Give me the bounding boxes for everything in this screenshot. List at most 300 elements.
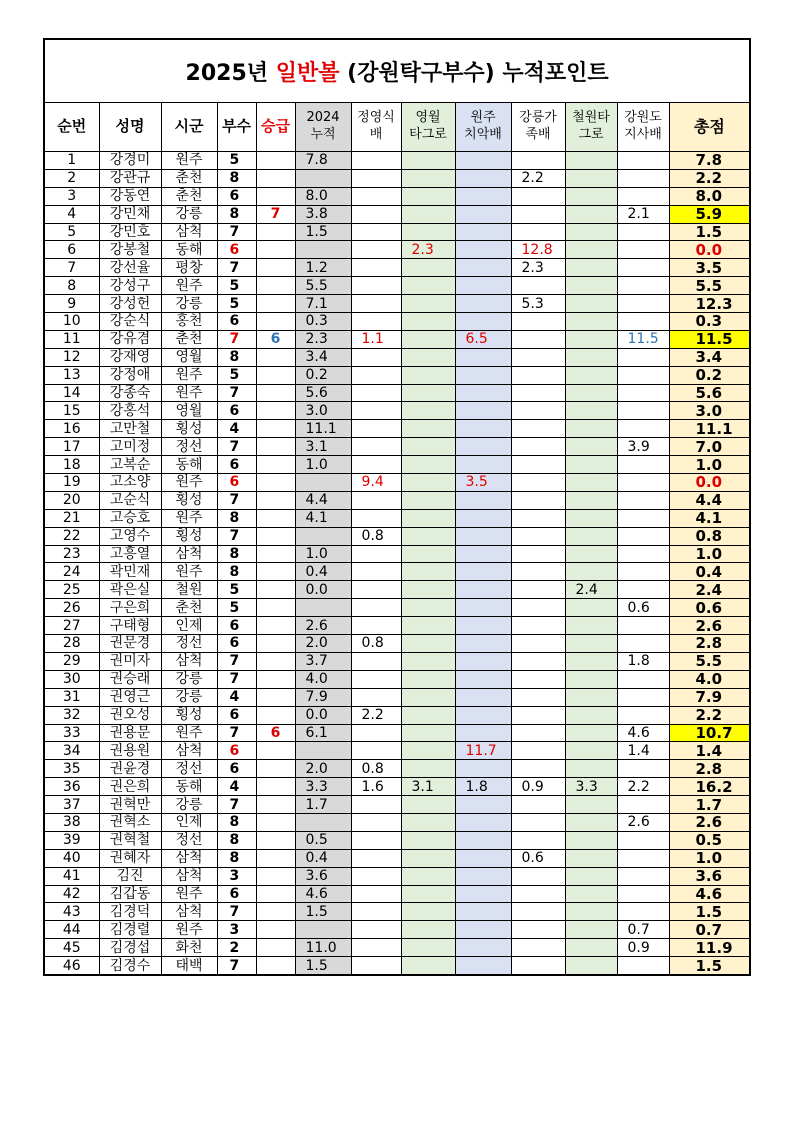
cell-wonju-chiak-cup — [455, 849, 511, 867]
cell-no: 24 — [44, 563, 99, 581]
cell-total: 7.9 — [669, 688, 750, 706]
cell-division: 5 — [217, 599, 256, 617]
points-table — [43, 38, 751, 976]
cell-name: 김진 — [99, 867, 161, 885]
cell-total: 4.1 — [669, 509, 750, 527]
cell-cheorwon-tagro — [565, 688, 617, 706]
cell-promotion — [256, 670, 295, 688]
cell-promotion — [256, 277, 295, 295]
cell-gangneung-family-cup: 12.8 — [511, 241, 565, 259]
cell-division: 8 — [217, 509, 256, 527]
cell-governor-cup — [617, 903, 669, 921]
header-name: 성명 — [99, 103, 161, 152]
cell-jeongyoungsik-cup — [351, 849, 401, 867]
cell-total: 10.7 — [669, 724, 750, 742]
cell-wonju-chiak-cup — [455, 670, 511, 688]
cell-name: 강유겸 — [99, 330, 161, 348]
cell-jeongyoungsik-cup: 0.8 — [351, 760, 401, 778]
cell-wonju-chiak-cup — [455, 152, 511, 170]
cell-total: 0.0 — [669, 474, 750, 492]
cell-promotion — [256, 760, 295, 778]
table-row — [44, 957, 750, 975]
cell-city: 횡성 — [161, 706, 217, 724]
cell-gangneung-family-cup — [511, 491, 565, 509]
cell-governor-cup — [617, 885, 669, 903]
cell-name: 권오성 — [99, 706, 161, 724]
cell-no: 3 — [44, 187, 99, 205]
cell-no: 38 — [44, 813, 99, 831]
cell-gangneung-family-cup — [511, 688, 565, 706]
cell-yeongwol-tagro — [401, 223, 455, 241]
cell-no: 2 — [44, 169, 99, 187]
cell-division: 5 — [217, 152, 256, 170]
cell-division: 6 — [217, 402, 256, 420]
cell-promotion — [256, 366, 295, 384]
cell-total: 12.3 — [669, 295, 750, 313]
cell-2024-cumulative — [295, 169, 351, 187]
cell-city: 원주 — [161, 384, 217, 402]
cell-city: 강릉 — [161, 670, 217, 688]
cell-no: 39 — [44, 831, 99, 849]
cell-2024-cumulative: 6.1 — [295, 724, 351, 742]
cell-cheorwon-tagro — [565, 295, 617, 313]
cell-no: 19 — [44, 474, 99, 492]
cell-wonju-chiak-cup — [455, 277, 511, 295]
title-highlight: 일반볼 — [275, 60, 340, 86]
cell-division: 6 — [217, 187, 256, 205]
cell-yeongwol-tagro — [401, 635, 455, 653]
cell-promotion — [256, 527, 295, 545]
cell-wonju-chiak-cup — [455, 635, 511, 653]
cell-governor-cup — [617, 688, 669, 706]
cell-city: 원주 — [161, 885, 217, 903]
cell-gangneung-family-cup — [511, 652, 565, 670]
cell-no: 35 — [44, 760, 99, 778]
cell-promotion — [256, 706, 295, 724]
cell-city: 정선 — [161, 760, 217, 778]
cell-2024-cumulative: 1.5 — [295, 903, 351, 921]
cell-wonju-chiak-cup — [455, 241, 511, 259]
cell-governor-cup — [617, 796, 669, 814]
cell-city: 춘천 — [161, 187, 217, 205]
cell-jeongyoungsik-cup — [351, 277, 401, 295]
cell-total: 5.5 — [669, 277, 750, 295]
cell-cheorwon-tagro — [565, 939, 617, 957]
cell-2024-cumulative: 1.0 — [295, 545, 351, 563]
cell-promotion — [256, 491, 295, 509]
cell-wonju-chiak-cup — [455, 796, 511, 814]
cell-jeongyoungsik-cup — [351, 384, 401, 402]
cell-promotion — [256, 187, 295, 205]
cell-2024-cumulative — [295, 742, 351, 760]
cell-division: 7 — [217, 330, 256, 348]
cell-yeongwol-tagro — [401, 330, 455, 348]
cell-total: 11.9 — [669, 939, 750, 957]
cell-name: 김경렬 — [99, 921, 161, 939]
cell-jeongyoungsik-cup — [351, 491, 401, 509]
cell-name: 권문경 — [99, 635, 161, 653]
header-wonju-chiak-cup: 원주 치악배 — [455, 103, 511, 152]
cell-gangneung-family-cup — [511, 527, 565, 545]
cell-name: 고복순 — [99, 456, 161, 474]
cell-2024-cumulative: 0.5 — [295, 831, 351, 849]
cell-jeongyoungsik-cup: 2.2 — [351, 706, 401, 724]
cell-division: 8 — [217, 545, 256, 563]
cell-governor-cup — [617, 670, 669, 688]
cell-wonju-chiak-cup — [455, 617, 511, 635]
cell-2024-cumulative: 2.6 — [295, 617, 351, 635]
cell-2024-cumulative: 3.0 — [295, 402, 351, 420]
cell-total: 1.4 — [669, 742, 750, 760]
cell-jeongyoungsik-cup — [351, 402, 401, 420]
cell-no: 6 — [44, 241, 99, 259]
cell-wonju-chiak-cup — [455, 509, 511, 527]
cell-promotion — [256, 742, 295, 760]
cell-name: 강선율 — [99, 259, 161, 277]
cell-wonju-chiak-cup — [455, 599, 511, 617]
cell-wonju-chiak-cup — [455, 187, 511, 205]
cell-governor-cup — [617, 456, 669, 474]
cell-no: 29 — [44, 652, 99, 670]
cell-governor-cup — [617, 491, 669, 509]
cell-cheorwon-tagro — [565, 921, 617, 939]
cell-no: 30 — [44, 670, 99, 688]
cell-yeongwol-tagro — [401, 885, 455, 903]
cell-gangneung-family-cup — [511, 402, 565, 420]
table-row — [44, 241, 750, 259]
cell-2024-cumulative: 7.1 — [295, 295, 351, 313]
header-promotion: 승급 — [256, 103, 295, 152]
cell-gangneung-family-cup — [511, 599, 565, 617]
cell-city: 횡성 — [161, 420, 217, 438]
cell-2024-cumulative — [295, 474, 351, 492]
cell-cheorwon-tagro — [565, 563, 617, 581]
cell-total: 0.2 — [669, 366, 750, 384]
cell-yeongwol-tagro — [401, 259, 455, 277]
cell-cheorwon-tagro — [565, 420, 617, 438]
cell-total: 2.4 — [669, 581, 750, 599]
header-division: 부수 — [217, 103, 256, 152]
cell-yeongwol-tagro — [401, 491, 455, 509]
cell-2024-cumulative: 5.5 — [295, 277, 351, 295]
cell-name: 고영수 — [99, 527, 161, 545]
cell-gangneung-family-cup — [511, 384, 565, 402]
cell-governor-cup: 0.7 — [617, 921, 669, 939]
cell-cheorwon-tagro — [565, 456, 617, 474]
header-gangneung-family-cup: 강릉가 족배 — [511, 103, 565, 152]
cell-2024-cumulative: 0.0 — [295, 706, 351, 724]
cell-wonju-chiak-cup — [455, 223, 511, 241]
cell-cheorwon-tagro — [565, 670, 617, 688]
cell-2024-cumulative: 4.4 — [295, 491, 351, 509]
cell-gangneung-family-cup — [511, 545, 565, 563]
cell-2024-cumulative: 1.5 — [295, 957, 351, 975]
cell-governor-cup — [617, 545, 669, 563]
cell-cheorwon-tagro — [565, 223, 617, 241]
cell-no: 33 — [44, 724, 99, 742]
cell-jeongyoungsik-cup: 1.1 — [351, 330, 401, 348]
cell-name: 고순식 — [99, 491, 161, 509]
cell-city: 삼척 — [161, 545, 217, 563]
cell-no: 28 — [44, 635, 99, 653]
cell-cheorwon-tagro — [565, 724, 617, 742]
cell-jeongyoungsik-cup — [351, 813, 401, 831]
cell-name: 강종숙 — [99, 384, 161, 402]
cell-wonju-chiak-cup — [455, 545, 511, 563]
cell-division: 6 — [217, 313, 256, 331]
cell-no: 45 — [44, 939, 99, 957]
cell-cheorwon-tagro — [565, 903, 617, 921]
cell-name: 강봉철 — [99, 241, 161, 259]
cell-2024-cumulative: 7.8 — [295, 152, 351, 170]
cell-division: 4 — [217, 778, 256, 796]
cell-division: 6 — [217, 742, 256, 760]
cell-name: 강순식 — [99, 313, 161, 331]
cell-yeongwol-tagro — [401, 366, 455, 384]
cell-name: 권용원 — [99, 742, 161, 760]
cell-governor-cup: 1.4 — [617, 742, 669, 760]
cell-2024-cumulative: 3.6 — [295, 867, 351, 885]
cell-yeongwol-tagro — [401, 384, 455, 402]
cell-cheorwon-tagro — [565, 330, 617, 348]
cell-name: 권미자 — [99, 652, 161, 670]
cell-yeongwol-tagro: 3.1 — [401, 778, 455, 796]
cell-2024-cumulative: 3.8 — [295, 205, 351, 223]
table-row — [44, 724, 750, 742]
cell-total: 2.6 — [669, 813, 750, 831]
cell-city: 평창 — [161, 259, 217, 277]
table-row — [44, 295, 750, 313]
cell-gangneung-family-cup — [511, 903, 565, 921]
cell-promotion — [256, 778, 295, 796]
table-row — [44, 187, 750, 205]
cell-promotion — [256, 348, 295, 366]
cell-no: 32 — [44, 706, 99, 724]
cell-governor-cup: 2.1 — [617, 205, 669, 223]
cell-wonju-chiak-cup — [455, 348, 511, 366]
cell-city: 정선 — [161, 635, 217, 653]
cell-governor-cup — [617, 563, 669, 581]
cell-gangneung-family-cup — [511, 563, 565, 581]
cell-governor-cup: 4.6 — [617, 724, 669, 742]
cell-wonju-chiak-cup — [455, 688, 511, 706]
cell-yeongwol-tagro — [401, 939, 455, 957]
cell-no: 22 — [44, 527, 99, 545]
cell-division: 5 — [217, 295, 256, 313]
table-row — [44, 402, 750, 420]
cell-gangneung-family-cup — [511, 921, 565, 939]
cell-wonju-chiak-cup — [455, 420, 511, 438]
cell-cheorwon-tagro: 2.4 — [565, 581, 617, 599]
cell-city: 태백 — [161, 957, 217, 975]
table-row — [44, 939, 750, 957]
cell-total: 0.6 — [669, 599, 750, 617]
cell-total: 0.0 — [669, 241, 750, 259]
cell-jeongyoungsik-cup — [351, 438, 401, 456]
cell-division: 7 — [217, 724, 256, 742]
header-total: 총점 — [669, 103, 750, 152]
cell-jeongyoungsik-cup — [351, 939, 401, 957]
cell-no: 18 — [44, 456, 99, 474]
cell-promotion — [256, 152, 295, 170]
cell-yeongwol-tagro — [401, 187, 455, 205]
cell-city: 영월 — [161, 402, 217, 420]
table-row — [44, 652, 750, 670]
cell-division: 6 — [217, 617, 256, 635]
cell-total: 2.6 — [669, 617, 750, 635]
cell-city: 춘천 — [161, 169, 217, 187]
table-row — [44, 706, 750, 724]
cell-yeongwol-tagro — [401, 813, 455, 831]
cell-gangneung-family-cup — [511, 760, 565, 778]
cell-gangneung-family-cup: 0.6 — [511, 849, 565, 867]
cell-division: 6 — [217, 706, 256, 724]
cell-jeongyoungsik-cup — [351, 599, 401, 617]
cell-name: 강경미 — [99, 152, 161, 170]
cell-governor-cup — [617, 474, 669, 492]
cell-division: 2 — [217, 939, 256, 957]
cell-name: 강관규 — [99, 169, 161, 187]
cell-name: 고승호 — [99, 509, 161, 527]
cell-promotion — [256, 867, 295, 885]
cell-city: 원주 — [161, 152, 217, 170]
cell-governor-cup — [617, 295, 669, 313]
cell-governor-cup — [617, 706, 669, 724]
cell-2024-cumulative: 2.0 — [295, 760, 351, 778]
cell-cheorwon-tagro — [565, 849, 617, 867]
cell-no: 20 — [44, 491, 99, 509]
cell-name: 구은희 — [99, 599, 161, 617]
cell-no: 27 — [44, 617, 99, 635]
cell-promotion: 6 — [256, 330, 295, 348]
cell-promotion — [256, 420, 295, 438]
cell-city: 춘천 — [161, 330, 217, 348]
cell-city: 강릉 — [161, 796, 217, 814]
table-row — [44, 474, 750, 492]
cell-yeongwol-tagro — [401, 545, 455, 563]
cell-governor-cup — [617, 849, 669, 867]
cell-gangneung-family-cup — [511, 420, 565, 438]
cell-promotion — [256, 813, 295, 831]
cell-wonju-chiak-cup — [455, 957, 511, 975]
cell-cheorwon-tagro — [565, 706, 617, 724]
cell-division: 7 — [217, 259, 256, 277]
cell-2024-cumulative: 4.0 — [295, 670, 351, 688]
cell-yeongwol-tagro — [401, 169, 455, 187]
cell-jeongyoungsik-cup — [351, 366, 401, 384]
cell-jeongyoungsik-cup — [351, 796, 401, 814]
cell-governor-cup — [617, 957, 669, 975]
cell-yeongwol-tagro — [401, 617, 455, 635]
cell-total: 2.2 — [669, 706, 750, 724]
header-cheorwon-tagro: 철원타 그로 — [565, 103, 617, 152]
cell-no: 46 — [44, 957, 99, 975]
cell-total: 11.5 — [669, 330, 750, 348]
cell-no: 4 — [44, 205, 99, 223]
cell-no: 42 — [44, 885, 99, 903]
cell-jeongyoungsik-cup — [351, 831, 401, 849]
cell-wonju-chiak-cup — [455, 563, 511, 581]
cell-wonju-chiak-cup — [455, 259, 511, 277]
cell-governor-cup — [617, 313, 669, 331]
cell-governor-cup — [617, 366, 669, 384]
cell-name: 권혁만 — [99, 796, 161, 814]
cell-city: 철원 — [161, 581, 217, 599]
cell-no: 44 — [44, 921, 99, 939]
cell-total: 3.0 — [669, 402, 750, 420]
cell-cheorwon-tagro — [565, 652, 617, 670]
cell-2024-cumulative: 4.1 — [295, 509, 351, 527]
cell-total: 4.4 — [669, 491, 750, 509]
table-row — [44, 599, 750, 617]
cell-2024-cumulative: 1.0 — [295, 456, 351, 474]
cell-total: 1.0 — [669, 849, 750, 867]
cell-jeongyoungsik-cup — [351, 205, 401, 223]
cell-cheorwon-tagro: 3.3 — [565, 778, 617, 796]
cell-promotion — [256, 384, 295, 402]
cell-jeongyoungsik-cup — [351, 295, 401, 313]
cell-cheorwon-tagro — [565, 169, 617, 187]
table-row — [44, 169, 750, 187]
table-row — [44, 581, 750, 599]
cell-city: 정선 — [161, 438, 217, 456]
cell-wonju-chiak-cup — [455, 491, 511, 509]
cell-jeongyoungsik-cup: 9.4 — [351, 474, 401, 492]
cell-cheorwon-tagro — [565, 152, 617, 170]
cell-gangneung-family-cup — [511, 635, 565, 653]
cell-cheorwon-tagro — [565, 402, 617, 420]
table-row — [44, 330, 750, 348]
cell-yeongwol-tagro — [401, 921, 455, 939]
cell-city: 화천 — [161, 939, 217, 957]
cell-yeongwol-tagro — [401, 760, 455, 778]
header-2024-cumulative: 2024 누적 — [295, 103, 351, 152]
cell-division: 7 — [217, 223, 256, 241]
cell-division: 5 — [217, 581, 256, 599]
cell-promotion — [256, 581, 295, 599]
cell-wonju-chiak-cup — [455, 384, 511, 402]
cell-no: 25 — [44, 581, 99, 599]
cell-governor-cup: 0.9 — [617, 939, 669, 957]
table-row — [44, 527, 750, 545]
title-prefix: 2025년 — [185, 60, 276, 86]
cell-name: 강동연 — [99, 187, 161, 205]
cell-promotion — [256, 885, 295, 903]
cell-yeongwol-tagro — [401, 706, 455, 724]
header-no: 순번 — [44, 103, 99, 152]
cell-cheorwon-tagro — [565, 831, 617, 849]
cell-yeongwol-tagro — [401, 831, 455, 849]
table-body — [44, 152, 750, 975]
cell-wonju-chiak-cup — [455, 438, 511, 456]
cell-no: 13 — [44, 366, 99, 384]
cell-jeongyoungsik-cup — [351, 348, 401, 366]
cell-wonju-chiak-cup — [455, 581, 511, 599]
cell-name: 강민채 — [99, 205, 161, 223]
table-row — [44, 545, 750, 563]
cell-cheorwon-tagro — [565, 491, 617, 509]
cell-total: 3.6 — [669, 867, 750, 885]
cell-jeongyoungsik-cup — [351, 957, 401, 975]
cell-governor-cup: 0.6 — [617, 599, 669, 617]
cell-no: 17 — [44, 438, 99, 456]
cell-no: 34 — [44, 742, 99, 760]
cell-gangneung-family-cup — [511, 456, 565, 474]
cell-promotion — [256, 402, 295, 420]
cell-jeongyoungsik-cup — [351, 885, 401, 903]
cell-gangneung-family-cup — [511, 366, 565, 384]
table-row — [44, 813, 750, 831]
